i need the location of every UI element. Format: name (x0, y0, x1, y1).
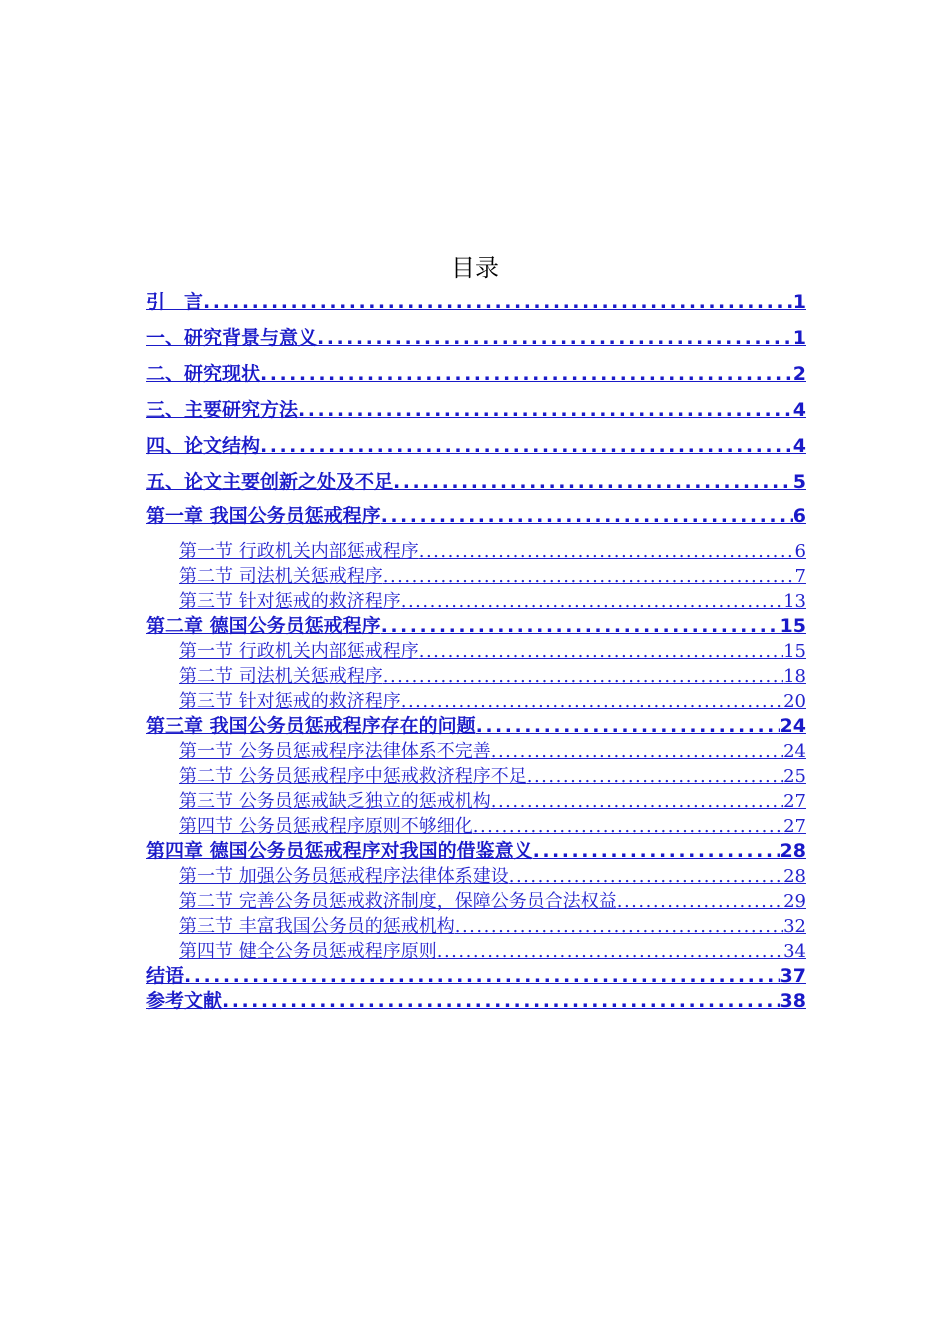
toc-chapter-link[interactable] (146, 964, 806, 989)
toc-leader-dots (533, 839, 780, 864)
toc-leader-dots (383, 564, 795, 589)
toc-leader-dots (260, 432, 793, 460)
toc-chapter-link[interactable] (146, 614, 806, 639)
toc-section-link[interactable] (146, 689, 806, 714)
toc-entry-title: 第三节 丰富我国公务员的惩戒机构 (179, 916, 455, 937)
toc-section-link[interactable] (146, 639, 806, 664)
toc-page-number: 1 (792, 327, 806, 349)
toc-entry-title: 二、研究现状 (146, 363, 261, 385)
toc-entry-title: 第三节 针对惩戒的救济程序 (179, 591, 401, 612)
toc-leader-dots (617, 889, 783, 914)
toc-entry-title: 三、主要研究方法 (146, 399, 299, 421)
toc-leader-dots (317, 324, 793, 352)
toc-page-number: 24 (779, 715, 806, 737)
toc-entry-link[interactable] (146, 396, 806, 432)
toc-page-number: 29 (783, 891, 806, 912)
toc-page-number: 38 (779, 990, 806, 1012)
toc-entry-link[interactable] (146, 324, 806, 360)
toc-chapter-link[interactable] (146, 839, 806, 864)
toc-entry-title: 第二节 公务员惩戒程序中惩戒救济程序不足 (179, 766, 527, 787)
toc-entry-title: 第一节 行政机关内部惩戒程序 (179, 641, 419, 662)
toc-leader-dots (381, 614, 780, 639)
toc-leader-dots (298, 396, 793, 424)
toc-entry-title: 引 言 (146, 291, 204, 313)
toc-entry-title: 第三节 公务员惩戒缺乏独立的惩戒机构 (179, 791, 491, 812)
toc-entry-title: 第一节 公务员惩戒程序法律体系不完善 (179, 741, 491, 762)
toc-entry-link[interactable] (146, 468, 806, 504)
toc-page-number: 25 (783, 766, 806, 787)
toc-leader-dots (473, 814, 783, 839)
toc-leader-dots (419, 639, 783, 664)
toc-section-link[interactable] (146, 539, 806, 564)
toc-entry-title: 第三节 针对惩戒的救济程序 (179, 691, 401, 712)
toc-page-number: 27 (783, 791, 806, 812)
toc-entry-title: 第一节 加强公务员惩戒程序法律体系建设 (179, 866, 509, 887)
toc-leader-dots (476, 714, 780, 739)
toc-section-link[interactable] (146, 914, 806, 939)
toc-page-number: 6 (792, 505, 806, 527)
toc-section-link[interactable] (146, 564, 806, 589)
toc-entry-title: 第二节 司法机关惩戒程序 (179, 566, 383, 587)
toc-leader-dots (419, 539, 795, 564)
toc-entry-title: 第四节 公务员惩戒程序原则不够细化 (179, 816, 473, 837)
toc-chapter-link[interactable] (146, 504, 806, 539)
toc-leader-dots (203, 288, 793, 316)
toc-page-number: 32 (783, 916, 806, 937)
toc-entry-link[interactable] (146, 288, 806, 324)
toc-section-link[interactable] (146, 589, 806, 614)
toc-entry-title: 一、研究背景与意义 (146, 327, 318, 349)
toc-entry-title: 第二章 德国公务员惩戒程序 (146, 615, 381, 637)
toc-section-link[interactable] (146, 739, 806, 764)
toc-entry-title: 参考文献 (146, 990, 223, 1012)
toc-leader-dots (184, 964, 780, 989)
toc-page-number: 4 (792, 435, 806, 457)
toc-title: 目录 (451, 254, 499, 282)
toc-entry-title: 四、论文结构 (146, 435, 261, 457)
toc-section-link[interactable] (146, 764, 806, 789)
toc-page-number: 13 (783, 591, 806, 612)
toc-leader-dots (491, 789, 783, 814)
toc-page-number: 4 (792, 399, 806, 421)
toc-page-number: 20 (783, 691, 806, 712)
toc-leader-dots (222, 989, 780, 1014)
toc-section-link[interactable] (146, 864, 806, 889)
toc-entry-title: 第二节 司法机关惩戒程序 (179, 666, 383, 687)
toc-leader-dots (401, 589, 783, 614)
toc-chapter-link[interactable] (146, 989, 806, 1014)
toc-section-link[interactable] (146, 814, 806, 839)
toc-page-number: 28 (779, 840, 806, 862)
toc-entry-title: 第一章 我国公务员惩戒程序 (146, 505, 381, 527)
toc-page-number: 34 (783, 941, 806, 962)
toc-page-number: 28 (783, 866, 806, 887)
toc-leader-dots (393, 468, 793, 496)
toc-page-number: 15 (783, 641, 806, 662)
toc-entry-title: 第四章 德国公务员惩戒程序对我国的借鉴意义 (146, 840, 533, 862)
toc-page-number: 27 (783, 816, 806, 837)
toc-entry-title: 第三章 我国公务员惩戒程序存在的问题 (146, 715, 476, 737)
toc-page-number: 6 (794, 541, 806, 562)
toc-section-link[interactable] (146, 939, 806, 964)
toc-page-number: 24 (783, 741, 806, 762)
toc-leader-dots (455, 914, 783, 939)
toc-entry-link[interactable] (146, 432, 806, 468)
toc-leader-dots (383, 664, 783, 689)
toc-entry-title: 第四节 健全公务员惩戒程序原则 (179, 941, 437, 962)
toc-leader-dots (491, 739, 783, 764)
toc-page-number: 7 (794, 566, 806, 587)
toc-chapter-link[interactable] (146, 714, 806, 739)
toc-leader-dots (381, 504, 793, 529)
toc-page-number: 18 (783, 666, 806, 687)
toc-section-link[interactable] (146, 889, 806, 914)
toc-page-number: 1 (792, 291, 806, 313)
table-of-contents (146, 288, 806, 1014)
toc-leader-dots (527, 764, 783, 789)
toc-page-number: 5 (792, 471, 806, 493)
toc-section-link[interactable] (146, 664, 806, 689)
toc-entry-title: 五、论文主要创新之处及不足 (146, 471, 394, 493)
toc-leader-dots (260, 360, 793, 388)
toc-entry-link[interactable] (146, 360, 806, 396)
toc-page-number: 37 (779, 965, 806, 987)
toc-section-link[interactable] (146, 789, 806, 814)
toc-leader-dots (401, 689, 783, 714)
toc-entry-title: 第一节 行政机关内部惩戒程序 (179, 541, 419, 562)
toc-page-number: 2 (792, 363, 806, 385)
toc-entry-title: 第二节 完善公务员惩戒救济制度，保障公务员合法权益 (179, 891, 617, 912)
toc-leader-dots (437, 939, 783, 964)
toc-entry-title: 结语 (146, 965, 185, 987)
toc-leader-dots (509, 864, 783, 889)
toc-page-number: 15 (779, 615, 806, 637)
